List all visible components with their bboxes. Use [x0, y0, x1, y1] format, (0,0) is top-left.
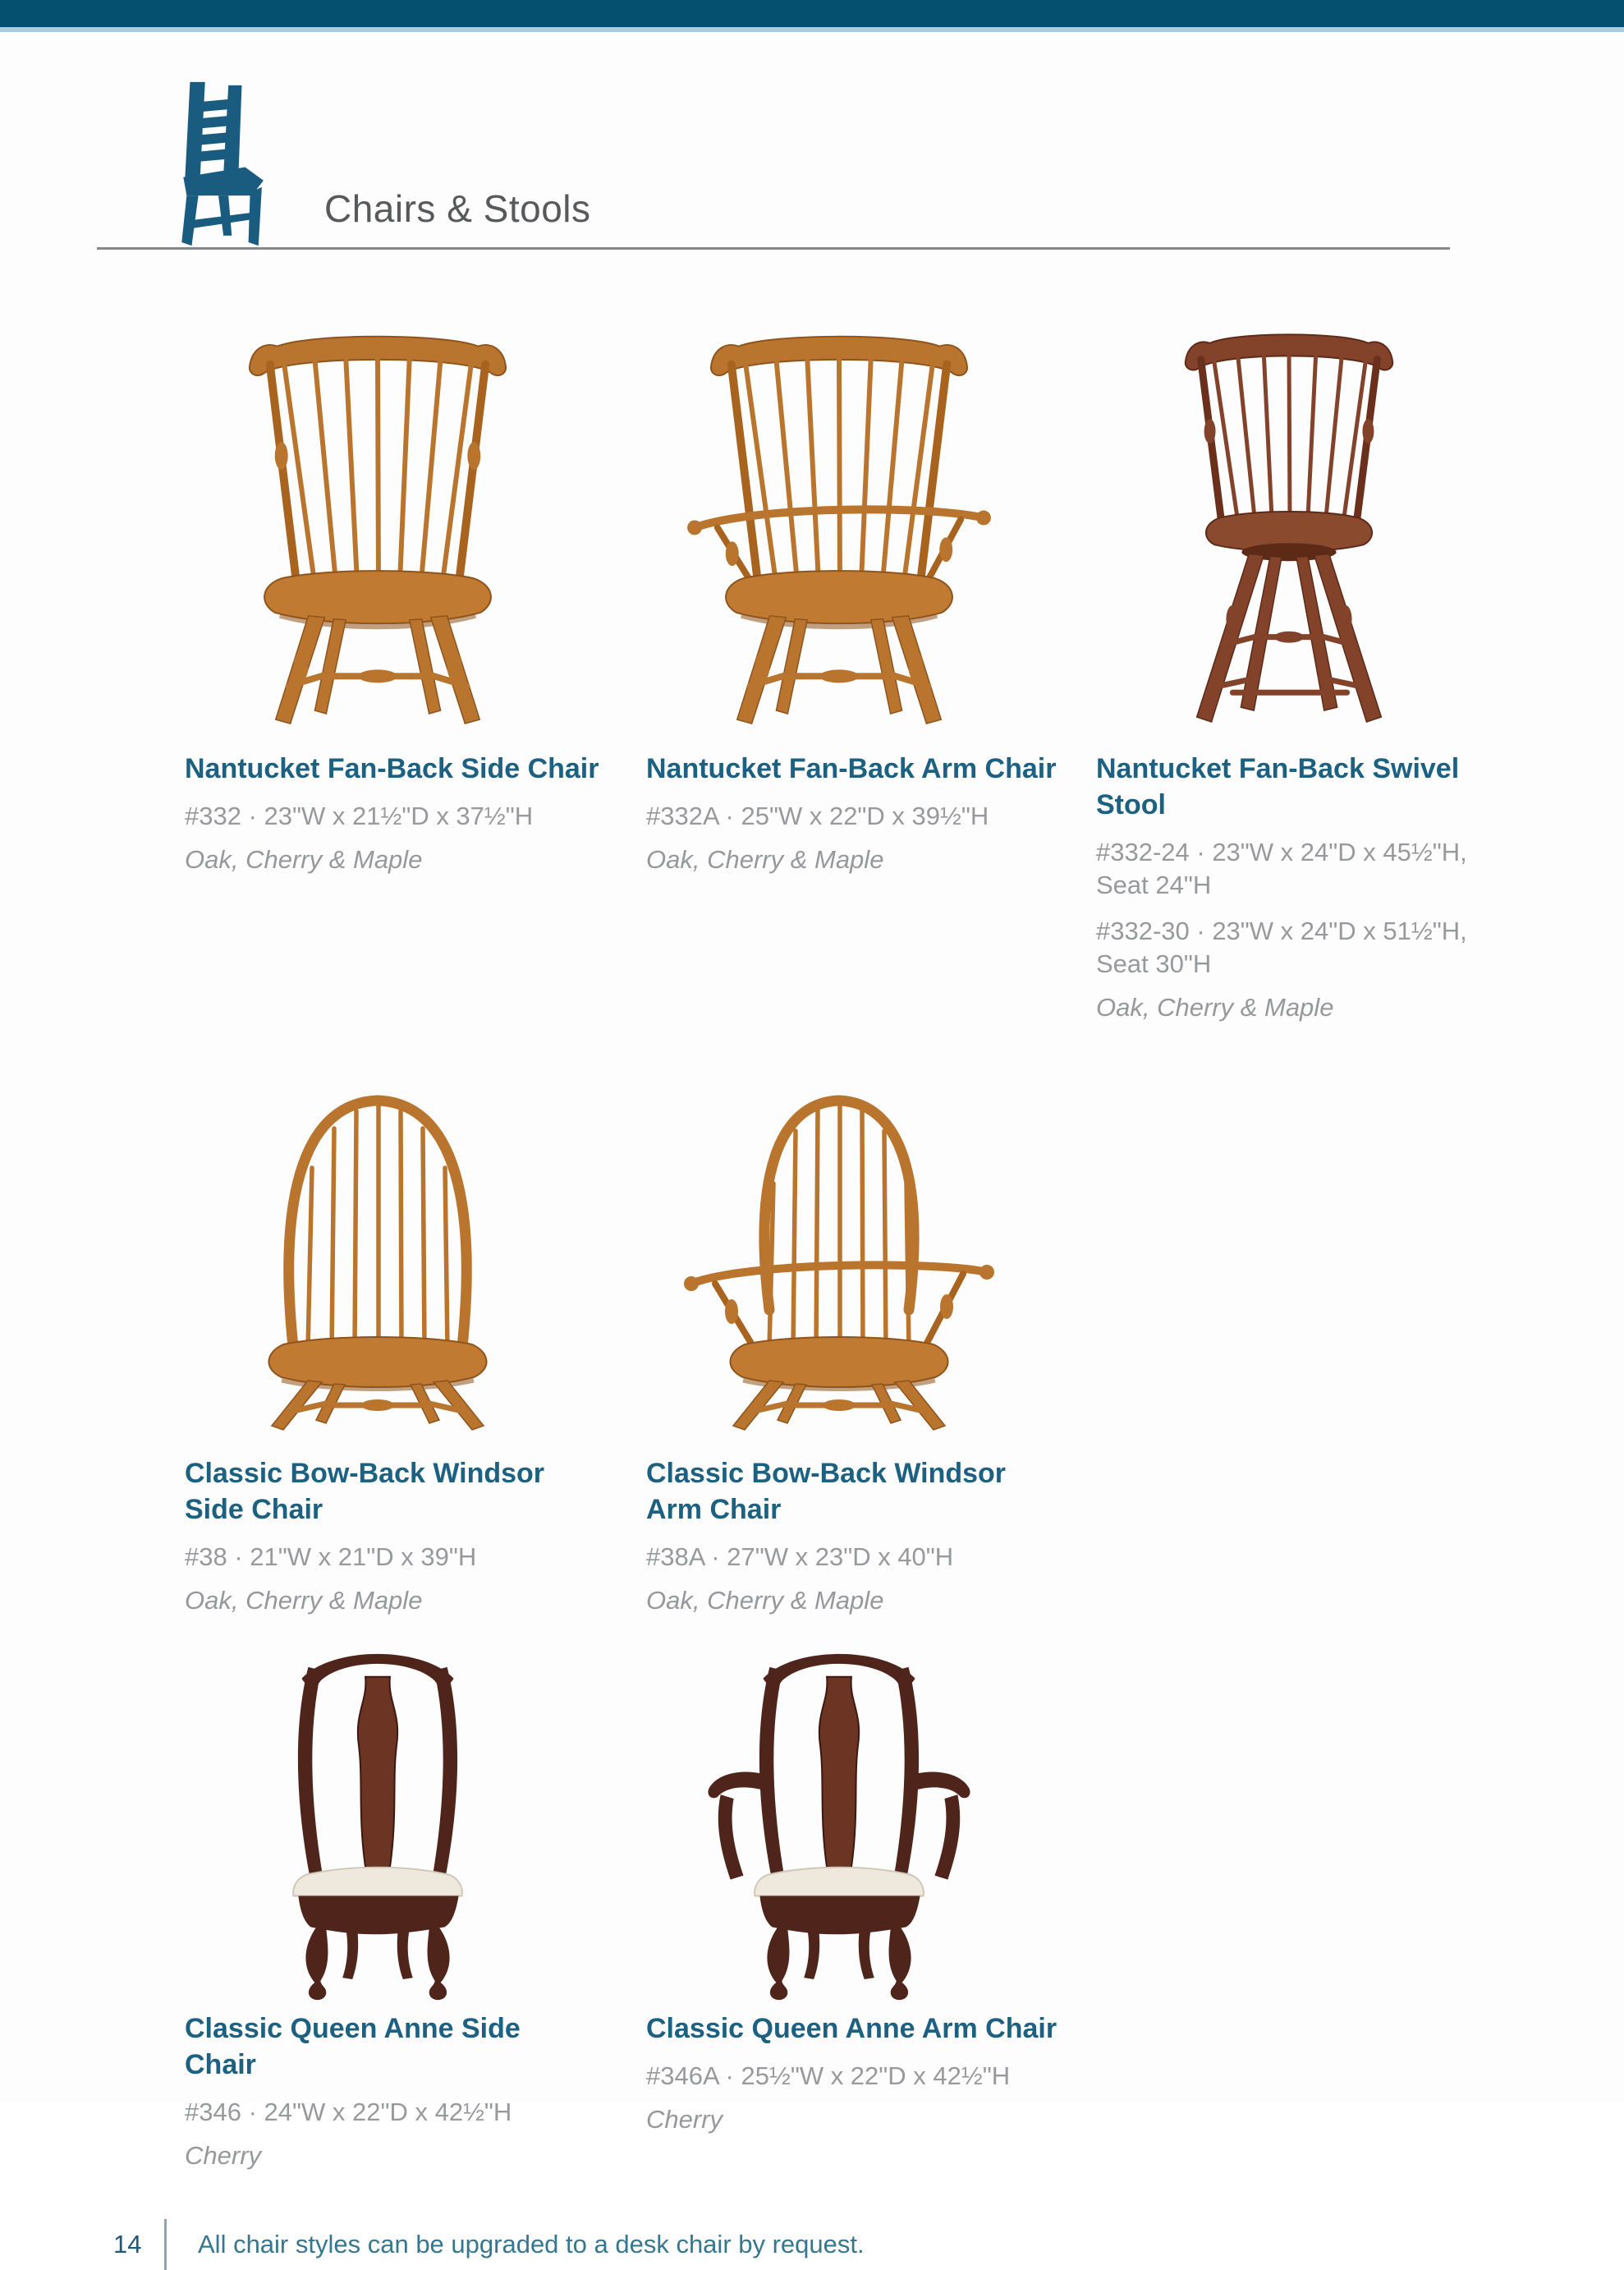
fan-back-side-chair-illustration: [185, 309, 571, 729]
footer-note: All chair styles can be upgraded to a desk chair by request.: [198, 2230, 865, 2259]
product-material: Cherry: [185, 2141, 262, 2170]
product-spec: #346 · 24"W x 22"D x 42½"H: [185, 2098, 512, 2126]
product-name: Classic Bow-Back Windsor Side Chair: [185, 1458, 545, 1525]
product-material: Oak, Cherry & Maple: [646, 1586, 884, 1615]
bow-back-arm-chair-illustration: [646, 1063, 1032, 1434]
product-spec: #332 · 23"W x 21½"D x 37½"H: [185, 802, 534, 830]
product-row-3: [0, 1636, 1624, 2171]
product-image-queen-anne-side-chair: [185, 1636, 599, 1989]
product-row-1: [0, 309, 1624, 1023]
product-card: [646, 1636, 1061, 2171]
product-row-2: [0, 1063, 1624, 1616]
queen-anne-side-chair-illustration: [185, 1636, 571, 1989]
page-number: 14: [113, 2230, 142, 2259]
product-material: Oak, Cherry & Maple: [646, 845, 884, 874]
product-spec: #332-30 · 23"W x 24"D x 51½"H, Seat 30"H: [1096, 917, 1467, 978]
fan-back-arm-chair-illustration: [646, 309, 1032, 729]
header-divider: [97, 247, 1450, 250]
product-image-bow-back-arm-chair: [646, 1063, 1061, 1434]
page-footer: [113, 2219, 1624, 2270]
product-card: [185, 1063, 599, 1616]
product-material: Oak, Cherry & Maple: [185, 1586, 423, 1615]
top-bar: [0, 0, 1624, 32]
product-name: Nantucket Fan-Back Side Chair: [185, 753, 599, 784]
product-card: [1096, 309, 1511, 1023]
footer-divider: [164, 2219, 167, 2270]
product-spec: #38A · 27"W x 23"D x 40"H: [646, 1542, 954, 1571]
product-spec: #332-24 · 23"W x 24"D x 45½"H, Seat 24"H: [1096, 838, 1467, 899]
product-spec: #346A · 25½"W x 22"D x 42½"H: [646, 2061, 1011, 2090]
product-image-queen-anne-arm-chair: [646, 1636, 1061, 1989]
bow-back-side-chair-illustration: [185, 1063, 571, 1434]
queen-anne-arm-chair-illustration: [646, 1636, 1032, 1989]
product-spec: #332A · 25"W x 22"D x 39½"H: [646, 802, 989, 830]
product-image-fan-back-arm-chair: [646, 309, 1061, 729]
section-header: [0, 32, 1624, 247]
page-title: Chairs & Stools: [324, 187, 591, 230]
fan-back-swivel-stool-illustration: [1096, 309, 1482, 729]
product-name: Nantucket Fan-Back Swivel Stool: [1096, 753, 1460, 820]
product-image-fan-back-side-chair: [185, 309, 599, 729]
product-name: Classic Bow-Back Windsor Arm Chair: [646, 1458, 1007, 1525]
ladder-back-chair-icon: [168, 81, 268, 250]
product-card: [646, 1063, 1061, 1616]
product-card: [646, 309, 1061, 1023]
product-card: [185, 1636, 599, 2171]
product-material: Cherry: [646, 2105, 723, 2134]
product-card: [185, 309, 599, 1023]
product-spec: #38 · 21"W x 21"D x 39"H: [185, 1542, 477, 1571]
product-name: Classic Queen Anne Arm Chair: [646, 2013, 1057, 2044]
product-name: Classic Queen Anne Side Chair: [185, 2013, 521, 2080]
product-image-bow-back-side-chair: [185, 1063, 599, 1434]
product-material: Oak, Cherry & Maple: [1096, 993, 1334, 1022]
product-material: Oak, Cherry & Maple: [185, 845, 423, 874]
product-name: Nantucket Fan-Back Arm Chair: [646, 753, 1057, 784]
product-image-fan-back-swivel-stool: [1096, 309, 1511, 729]
